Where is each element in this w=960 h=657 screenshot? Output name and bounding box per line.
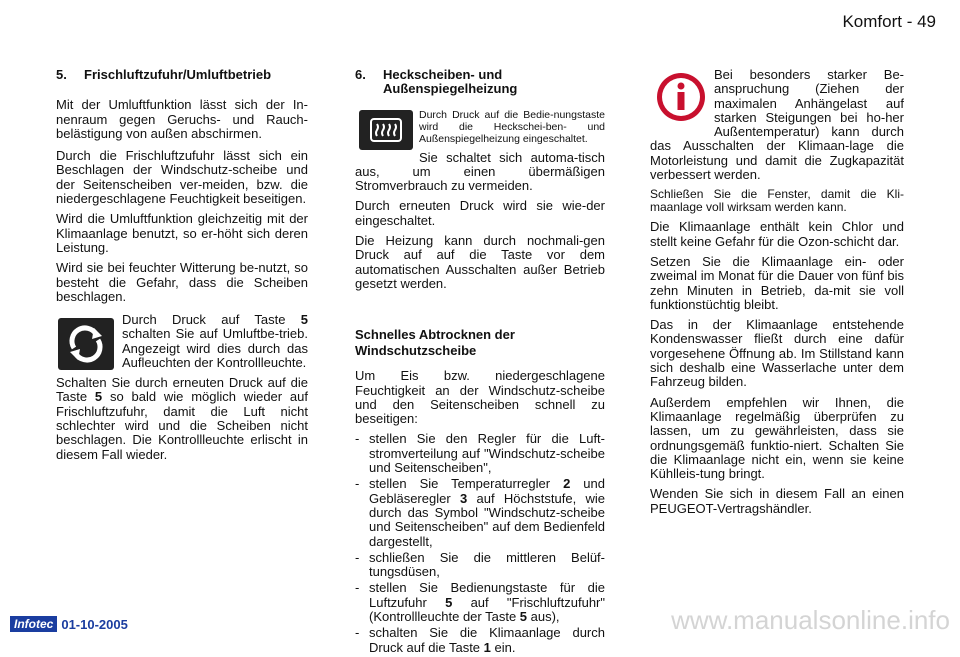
paragraph: Um Eis bzw. niedergeschlagene Feuchtigkeit an der Windschutz-scheibe und den Seitenscheiben schnell zu beseitigen: <box>355 368 605 427</box>
paragraph: Durch die Frischluftzufuhr lässt sich ein Beschlagen der Windschutz-scheibe und der Seitenscheiben ver-meiden, bzw. die niedergeschlagene Feuchtigkeit beseitigen. <box>56 148 308 207</box>
list-item: - stellen Sie den Regler für die Luft-stromverteilung auf "Windschutz-scheibe und Seitenscheiben", <box>355 432 605 475</box>
paragraph: Durch erneuten Druck wird sie wie-der eingeschaltet. <box>355 198 605 228</box>
column-3 <box>650 68 904 522</box>
instruction-list <box>355 432 605 654</box>
paragraph: Bei besonders starker Be-anspruchung (Ziehen der maximalen Anhängelast auf starken Steigungen bei ho-her Außentemperatur) kann durch das Ausschalten der Klimaan-lage die Motorleistung und damit die Zugkapazität verbessert werden. <box>650 67 904 183</box>
paragraph: Schalten Sie durch erneuten Druck auf die Taste 5 so bald wie möglich wieder auf Frischluftzufuhr, damit die Luft nicht schlechter wird und die Scheiben nicht beschlagen. Die Kontrollleuchte erlischt in diesem Fall wieder. <box>56 375 308 462</box>
paragraph: Die Heizung kann durch nochmali-gen Druck auf auf die Taste vor dem automatischen Ausschalten außer Betrieb gesetzt werden. <box>355 233 605 291</box>
footer <box>10 616 128 632</box>
section-6-heading: 6. Heckscheiben- und Außenspiegelheizung <box>355 67 518 97</box>
paragraph: Wenden Sie sich in diesem Fall an einen PEUGEOT-Vertragshändler. <box>650 486 904 516</box>
watermark: www.manualsonline.info <box>671 605 950 635</box>
section-5-heading: 5. Frischluftzufuhr/Umluftbetrieb <box>56 67 272 82</box>
list-item: - stellen Sie Bedienungstaste für die Luftzufuhr 5 auf "Frischluftzufuhr" (Kontrollleuchte der Taste 5 aus), <box>355 581 605 624</box>
paragraph: Wird die Umluftfunktion gleichzeitig mit der Klimaanlage benutzt, so er-höht sich deren Leistung. <box>56 211 308 255</box>
paragraph: Außerdem empfehlen wir Ihnen, die Klimaanlage regelmäßig überprüfen zu lassen, um zu gewährleisten, dass sie ordnungsgemäß funktio-niert. Schalten Sie die Klimaanlage nicht ein, wenn sie keine Kühlleis-tung bringt. <box>650 394 904 482</box>
paragraph: Das in der Klimaanlage entstehende Kondenswasser fließt durch eine dafür vorgesehene Öffnung ab. Im Stillstand kann sich deshalb eine Wasserlache unter dem Fahrzeug bilden. <box>650 317 904 390</box>
page-title: Komfort - 49 <box>842 12 936 31</box>
list-item: - stellen Sie Temperaturregler 2 und Gebläseregler 3 auf Höchststufe, wie durch das Symbol "Windschutz-scheibe und Seitenscheiben" auf dem Bedienfeld dargestellt, <box>355 477 605 548</box>
paragraph: Die Klimaanlage enthält kein Chlor und stellt keine Gefahr für die Ozon-schicht dar. <box>650 219 904 249</box>
paragraph: Sie schaltet sich automa-tisch aus, um einen übermäßigen Stromverbrauch zu vermeiden. <box>355 149 605 194</box>
paragraph: Mit der Umluftfunktion lässt sich der In-nenraum gegen Geruchs- und Rauch-belästigung von außen abschirmen. <box>56 97 308 141</box>
rear-defrost-icon <box>359 110 413 150</box>
column-1 <box>56 68 308 310</box>
list-item: - schalten Sie die Klimaanlage durch Druck auf die Taste 1 ein. <box>355 626 605 655</box>
infotec-logo: Infotec <box>10 616 57 632</box>
paragraph: Durch Druck auf Taste 5 schalten Sie auf Umluftbe-trieb. Angezeigt wird dies durch das Aufleuchten der Kontrollleuchte. <box>122 312 308 370</box>
print-date: 01-10-2005 <box>61 616 128 632</box>
paragraph: Schließen Sie die Fenster, damit die Kli-maanlage voll wirksam werden kann. <box>650 187 904 215</box>
list-item: - schließen Sie die mittleren Belüf-tungsdüsen, <box>355 551 605 580</box>
small-note: Durch Druck auf die Bedie-nungstaste wird die Heckschei-ben- und Außenspiegelheizung eingeschaltet. <box>419 108 605 145</box>
paragraph: Wird sie bei feuchter Witterung be-nutzt, so besteht die Gefahr, dass die Scheiben beschlagen. <box>56 260 308 304</box>
paragraph: Setzen Sie die Klimaanlage ein- oder zweimal im Monat für die Dauer von fünf bis zehn Minuten in Betrieb, da-mit sie voll funktionstüchtig bleibt. <box>650 253 904 312</box>
column-2 <box>355 68 605 657</box>
column-1-lower <box>56 313 308 468</box>
section-defrost-heading: Schnelles Abtrocknen der Windschutzscheibe <box>355 327 515 359</box>
